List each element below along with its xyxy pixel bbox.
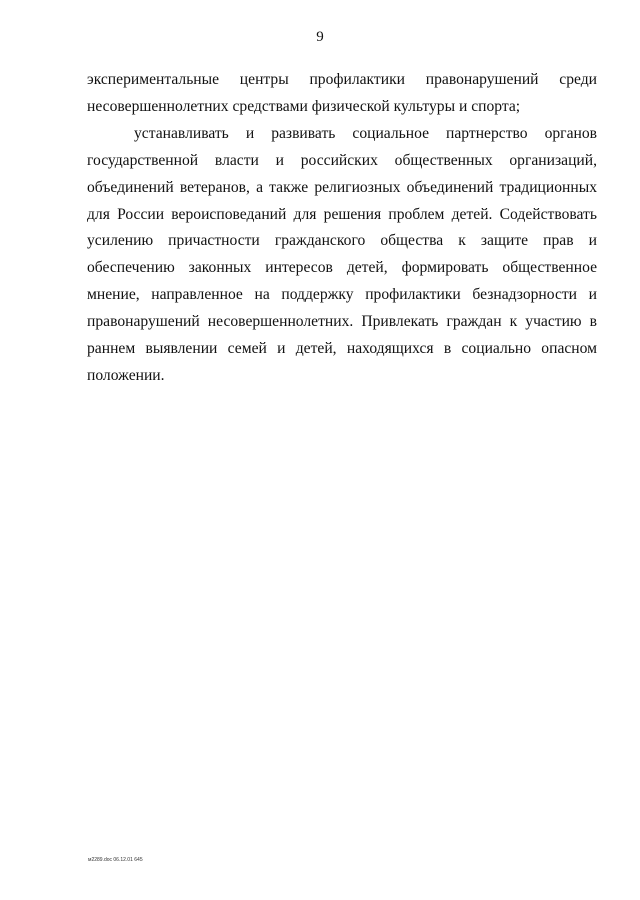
page-number: 9 (316, 29, 324, 45)
paragraph-continuation: экспериментальные центры профилактики правонарушений среди несовершеннолетних средствами физической культуры и спорта; (87, 71, 597, 115)
paragraph-partnership: устанавливать и развивать социальное партнерство органов государственной власти и российских общественных организаций, объединений ветеранов, а также религиозных объединений традиционных для России вероисповеданий для решения проблем детей. Содействовать усилению причастности гражданского общества к защите прав и обеспечению законных интересов детей, формировать общественное мнение, направленное на поддержку профилактики безнадзорности и правонарушений несовершеннолетних. Привлекать граждан к участию в раннем выявлении семей и детей, находящихся в социально опасном положении. (87, 124, 597, 384)
footer-file-stamp: м2289.doc 06.12.01 645 (88, 857, 143, 863)
body-text (87, 67, 597, 390)
